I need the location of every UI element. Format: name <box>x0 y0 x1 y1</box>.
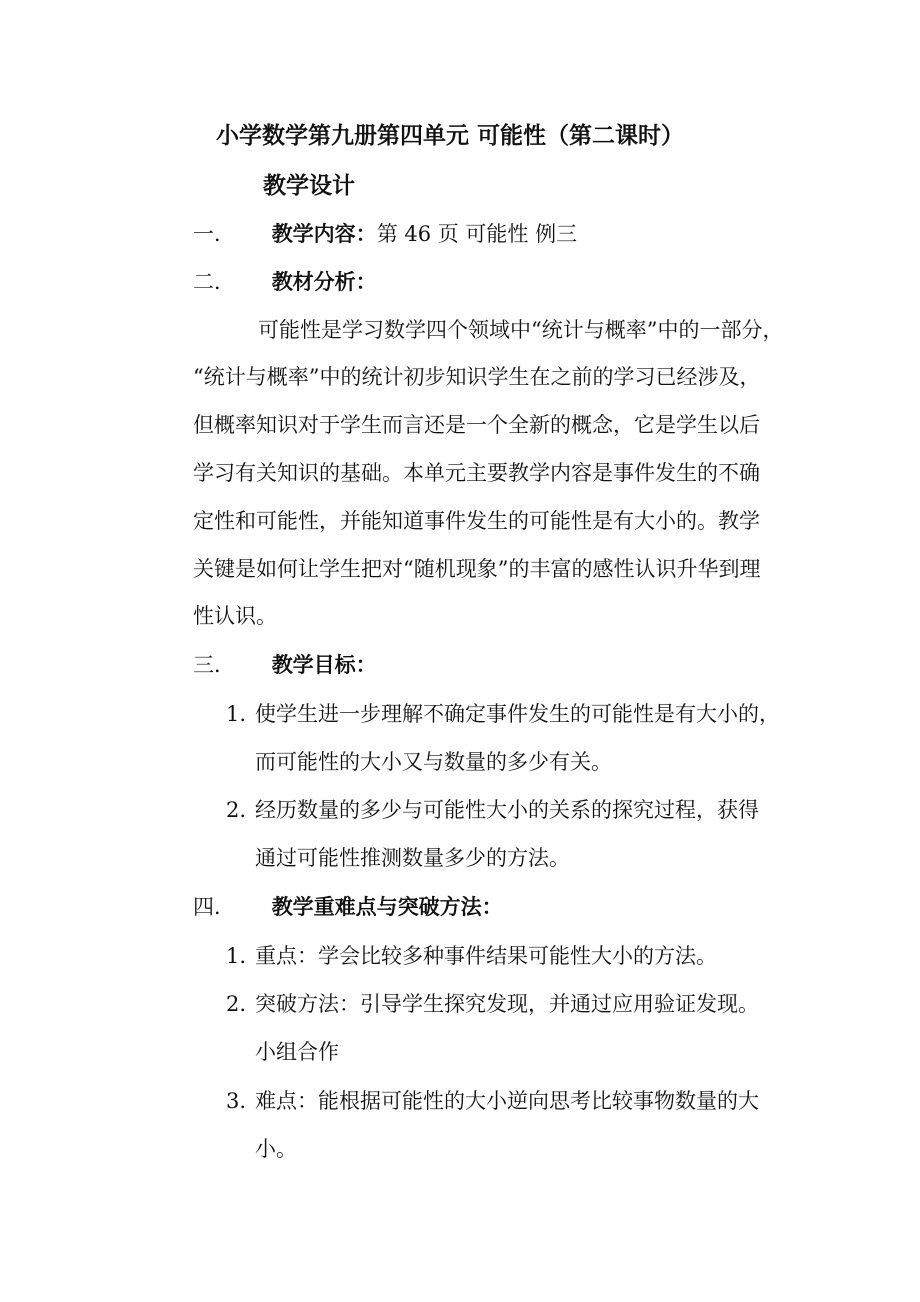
paragraph-line: 学习有关知识的基础。本单元主要教学内容是事件发生的不确 <box>193 461 760 485</box>
section-4-number: 四． <box>193 895 235 919</box>
item-number: 1. <box>226 702 247 726</box>
item-text: 使学生进一步理解不确定事件发生的可能性是有大小的， <box>255 702 780 726</box>
keypoint-item-3-cont: 小。 <box>255 1137 297 1161</box>
item-number: 2. <box>226 798 247 822</box>
paragraph-line: 定性和可能性，并能知道事件发生的可能性是有大小的。教学 <box>193 509 760 533</box>
section-4 <box>193 892 503 922</box>
keypoint-item-2-cont: 小组合作 <box>255 1040 339 1064</box>
keypoint-item-1 <box>226 941 717 971</box>
objective-item-2-cont: 通过可能性推测数量多少的方法。 <box>255 846 570 870</box>
keypoint-item-3 <box>226 1086 759 1116</box>
section-1-content: 第 46 页 可能性 例三 <box>376 222 578 246</box>
section-2 <box>193 267 377 297</box>
section-4-heading: 教学重难点与突破方法： <box>271 894 503 919</box>
section-3-number: 三． <box>193 653 235 677</box>
item-number: 2. <box>226 992 247 1016</box>
item-text: 重点：学会比较多种事件结果可能性大小的方法。 <box>255 944 717 968</box>
objective-item-1-cont: 而可能性的大小又与数量的多少有关。 <box>255 750 612 774</box>
item-number: 3. <box>226 1089 247 1113</box>
section-3-heading: 教学目标： <box>271 652 377 677</box>
paragraph-line: 关键是如何让学生把对“随机现象”的丰富的感性认识升华到理 <box>193 557 761 581</box>
paragraph-line: “统计与概率”中的统计初步知识学生在之前的学习已经涉及， <box>193 365 761 389</box>
document-title: 小学数学第九册第四单元 可能性（第二课时） <box>216 122 685 149</box>
item-text: 难点：能根据可能性的大小逆向思考比较事物数量的大 <box>255 1089 759 1113</box>
objective-item-2 <box>226 795 759 825</box>
item-text: 经历数量的多少与可能性大小的关系的探究过程，获得 <box>255 798 759 822</box>
section-1-number: 一． <box>193 222 235 246</box>
item-text: 突破方法：引导学生探究发现，并通过应用验证发现。 <box>255 992 759 1016</box>
keypoint-item-2 <box>226 989 759 1019</box>
section-2-heading: 教材分析： <box>271 269 377 294</box>
section-2-number: 二． <box>193 270 235 294</box>
paragraph-line: 但概率知识对于学生而言还是一个全新的概念，它是学生以后 <box>193 413 760 437</box>
paragraph-line: 性认识。 <box>193 604 277 628</box>
paragraph-line: 可能性是学习数学四个领域中“统计与概率”中的一部分， <box>258 318 784 342</box>
section-3 <box>193 650 377 680</box>
document-subtitle: 教学设计 <box>263 172 355 199</box>
section-1 <box>193 219 577 249</box>
section-1-heading: 教学内容： <box>271 221 377 246</box>
item-number: 1. <box>226 944 247 968</box>
objective-item-1 <box>226 699 780 729</box>
